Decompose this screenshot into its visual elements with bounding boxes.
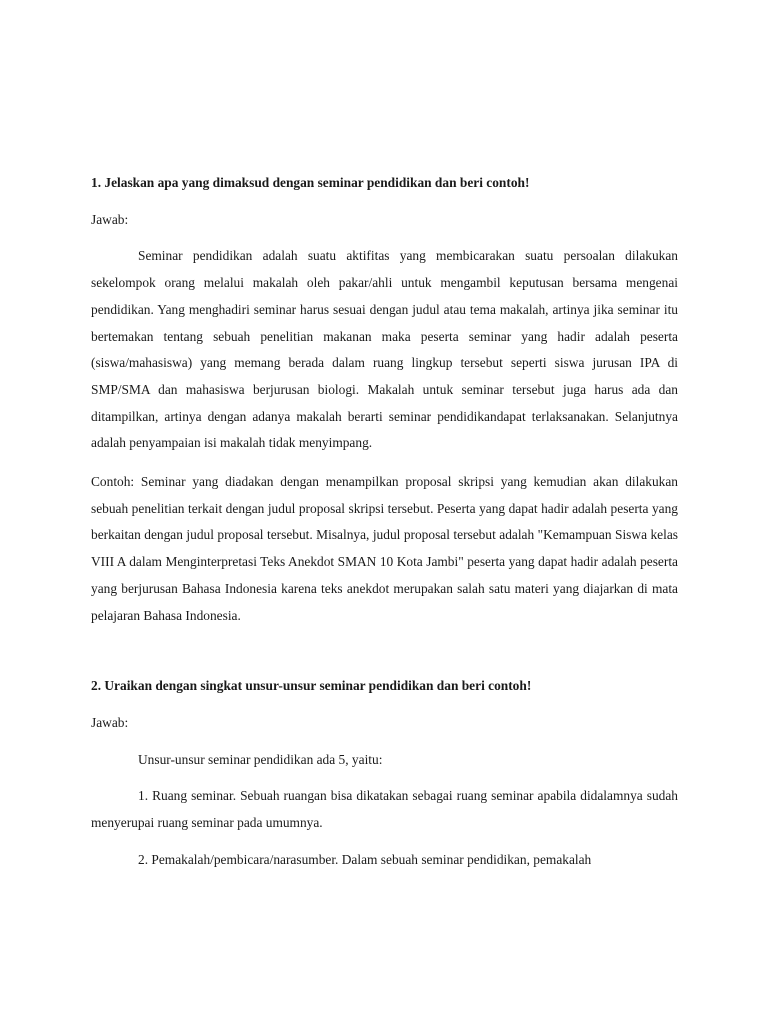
question-2-heading: 2. Uraikan dengan singkat unsur-unsur seminar pendidikan dan beri contoh! [91, 678, 532, 694]
question-1-heading: 1. Jelaskan apa yang dimaksud dengan seminar pendidikan dan beri contoh! [91, 175, 530, 190]
question-1-answer-label: Jawab: [91, 211, 129, 227]
question-2-list-item-1: 1. Ruang seminar. Sebuah ruangan bisa dikatakan sebagai ruang seminar apabila didalamnya sudah menyerupai ruang seminar pada umumnya. [91, 788, 678, 831]
question-1-example-paragraph: Contoh: Seminar yang diadakan dengan menampilkan proposal skripsi yang kemudian akan dilakukan sebuah penelitian terkait dengan judul proposal skripsi tersebut. Peserta yang dapat hadir adalah peserta yang berkaitan dengan judul proposal tersebut. Misalnya, judul proposal tersebut adalah "Kemampuan Siswa kelas VIII A dalam Menginterpretasi Teks Anekdot SMAN 10 Kota Jambi" peserta yang dapat hadir adalah peserta yang berjurusan Bahasa Indonesia karena teks anekdot merupakan salah satu materi yang diajarkan di mata pelajaran Bahasa Indonesia. [91, 474, 678, 623]
question-2-list-item-2: 2. Pemakalah/pembicara/narasumber. Dalam sebuah seminar pendidikan, pemakalah [138, 851, 592, 867]
question-1-paragraph-1: Seminar pendidikan adalah suatu aktifitas yang membicarakan suatu persoalan dilakukan sekelompok orang melalui makalah oleh pakar/ahli untuk mengambil keputusan bersama mengenai pendidikan. Yang menghadiri seminar harus sesuai dengan judul atau tema makalah, artinya jika seminar itu bertemakan tentang sebuah penelitian makanan maka peserta seminar yang hadir adalah peserta (siswa/mahasiswa) yang memang berada dalam ruang lingkup tersebut seperti siswa jurusan IPA di SMP/SMA dan mahasiswa berjurusan biologi. Makalah untuk seminar tersebut juga harus ada dan ditampilkan, artinya dengan adanya makalah berarti seminar pendidikandapat terlaksanakan. Selanjutnya adalah penyampaian isi makalah tidak menyimpang. [91, 248, 678, 451]
question-2-intro: Unsur-unsur seminar pendidikan ada 5, yaitu: [138, 751, 383, 767]
question-2-answer-label: Jawab: [91, 714, 129, 730]
document-body [91, 170, 678, 873]
